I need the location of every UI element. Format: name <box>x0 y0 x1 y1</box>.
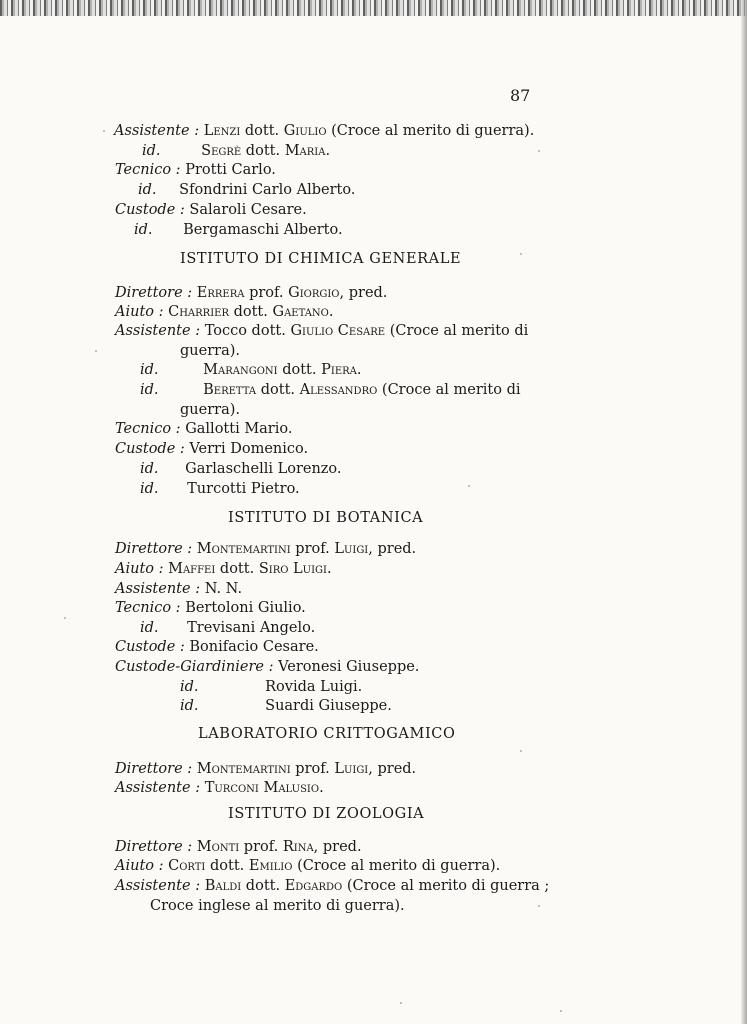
role-label: Assistente : <box>115 323 201 339</box>
scan-speck <box>95 350 97 352</box>
staff-line: Assistente : Turconi Malusio. <box>115 780 324 796</box>
given-name: Edgardo <box>284 878 343 894</box>
role-label: id. <box>140 382 159 398</box>
section-heading: ISTITUTO DI ZOOLOGIA <box>228 806 425 822</box>
staff-line: id. Segrè dott. Maria. <box>142 143 331 159</box>
role-label: Direttore : <box>115 541 193 557</box>
staff-line: Direttore : Montemartini prof. Luigi, pred. <box>115 541 417 557</box>
staff-line: Assistente : Tocco dott. Giulio Cesare (Croce al merito di <box>115 323 529 339</box>
role-label: id. <box>140 481 159 497</box>
staff-line: id. Beretta dott. Alessandro (Croce al merito di <box>140 382 521 398</box>
person-name: Gallotti Mario. <box>185 421 293 437</box>
given-name: Emilio <box>248 858 293 874</box>
person-name: Bergamaschi Alberto. <box>183 222 343 238</box>
role-label: Assistente : <box>115 780 201 796</box>
scan-speck <box>468 485 470 487</box>
given-name: Luigi <box>334 761 369 777</box>
scan-speck <box>400 1002 402 1004</box>
staff-line-continuation: guerra). <box>180 343 240 359</box>
scan-speck <box>560 1010 562 1012</box>
scan-edge-right <box>741 0 747 1024</box>
staff-line: Aiuto : Corti dott. Emilio (Croce al merito di guerra). <box>115 858 501 874</box>
staff-line <box>134 220 343 240</box>
section-heading: ISTITUTO DI BOTANICA <box>228 510 424 526</box>
role-label: id. <box>140 362 159 378</box>
surname: Charrier <box>168 304 229 320</box>
person-name: Turcotti Pietro. <box>187 481 300 497</box>
staff-line <box>115 637 319 657</box>
staff-line: Direttore : Errera prof. Giorgio, pred. <box>115 285 388 301</box>
staff-line: Direttore : Monti prof. Rina, pred. <box>115 839 362 855</box>
section-heading: LABORATORIO CRITTOGAMICO <box>198 726 456 742</box>
surname: Corti <box>168 858 206 874</box>
role-label: Custode-Giardiniere : <box>115 659 274 675</box>
role-label: Assistente : <box>115 581 201 597</box>
staff-line: id. Marangoni dott. Piera. <box>140 362 362 378</box>
staff-line <box>115 160 276 180</box>
scan-speck <box>103 130 105 132</box>
scan-speck <box>538 150 540 152</box>
staff-line <box>140 459 342 479</box>
given-name: Luigi <box>334 541 369 557</box>
staff-line <box>115 200 307 220</box>
given-name: Giorgio <box>288 285 340 301</box>
surname: Montemartini <box>196 541 291 557</box>
staff-line: Direttore : Montemartini prof. Luigi, pred. <box>115 761 417 777</box>
person-name: Verri Domenico. <box>189 441 309 457</box>
staff-line <box>115 439 308 459</box>
given-name: Alessandro <box>299 382 378 398</box>
staff-line-continuation: Croce inglese al merito di guerra). <box>150 898 405 914</box>
surname: Segrè <box>201 143 242 159</box>
person-name: Garlaschelli Lorenzo. <box>185 461 342 477</box>
scan-speck <box>64 617 66 619</box>
role-label: Aiuto : <box>115 858 164 874</box>
person-name: Protti Carlo. <box>185 162 276 178</box>
role-label: Custode : <box>115 639 185 655</box>
staff-line <box>140 618 315 638</box>
staff-line <box>115 598 306 618</box>
surname: Baldi <box>204 878 242 894</box>
role-label: Custode : <box>115 441 185 457</box>
person-name: Bonifacio Cesare. <box>189 639 319 655</box>
surname: Errera <box>196 285 245 301</box>
person-name: Sfondrini Carlo Alberto. <box>179 182 356 198</box>
given-name: Piera <box>321 362 357 378</box>
person-name: Trevisani Angelo. <box>187 620 316 636</box>
section-heading: ISTITUTO DI CHIMICA GENERALE <box>180 251 462 267</box>
page-number: 87 <box>510 86 531 105</box>
surname: Maffei <box>168 561 216 577</box>
surname: Marangoni <box>203 362 278 378</box>
given-name: Rina <box>282 839 314 855</box>
person-name: Salaroli Cesare. <box>189 202 307 218</box>
person-name: N. N. <box>204 581 243 597</box>
person-name: Rovida Luigi. <box>265 679 363 695</box>
staff-line: Assistente : Baldi dott. Edgardo (Croce al merito di guerra ; <box>115 878 550 894</box>
role-label: Direttore : <box>115 839 193 855</box>
surname: Montemartini <box>196 761 291 777</box>
scan-speck <box>520 750 522 752</box>
surname: Lenzi <box>203 123 241 139</box>
staff-line <box>180 677 362 697</box>
given-name: Giulio Cesare <box>290 323 386 339</box>
role-label: id. <box>138 182 157 198</box>
staff-line <box>115 657 419 677</box>
person-name: Veronesi Giuseppe. <box>278 659 420 675</box>
staff-line: Aiuto : Maffei dott. Siro Luigi. <box>115 561 332 577</box>
staff-line <box>140 479 300 499</box>
surname: Turconi Malusio <box>204 780 320 796</box>
staff-line: Aiuto : Charrier dott. Gaetano. <box>115 304 334 320</box>
role-label: id. <box>134 222 153 238</box>
given-name: Siro Luigi <box>258 561 327 577</box>
role-label: id. <box>142 143 161 159</box>
surname: Monti <box>196 839 240 855</box>
role-label: Direttore : <box>115 761 193 777</box>
role-label: Aiuto : <box>115 304 164 320</box>
role-label: id. <box>140 620 159 636</box>
role-label: id. <box>140 461 159 477</box>
surname: Beretta <box>203 382 257 398</box>
role-label: Tecnico : <box>115 421 181 437</box>
scan-speck <box>538 905 540 907</box>
role-label: Tecnico : <box>115 600 181 616</box>
staff-line <box>138 180 355 200</box>
staff-line-continuation: guerra). <box>180 402 240 418</box>
person-name: Suardi Giuseppe. <box>265 698 392 714</box>
role-label: Direttore : <box>115 285 193 301</box>
role-label: Assistente : <box>115 878 201 894</box>
role-label: id. <box>180 698 199 714</box>
staff-line <box>115 579 242 599</box>
person-name: Bertoloni Giulio. <box>185 600 306 616</box>
given-name: Gaetano <box>272 304 329 320</box>
role-label: Assistente : <box>114 123 200 139</box>
given-name: Giulio <box>283 123 327 139</box>
given-name: Maria <box>284 143 326 159</box>
staff-line: Assistente : Lenzi dott. Giulio (Croce al merito di guerra). <box>114 123 535 139</box>
role-label: id. <box>180 679 199 695</box>
staff-line <box>180 696 392 716</box>
role-label: Aiuto : <box>115 561 164 577</box>
scan-speck <box>520 253 522 255</box>
scan-edge-top <box>0 0 747 16</box>
role-label: Custode : <box>115 202 185 218</box>
role-label: Tecnico : <box>115 162 181 178</box>
staff-line <box>115 419 292 439</box>
